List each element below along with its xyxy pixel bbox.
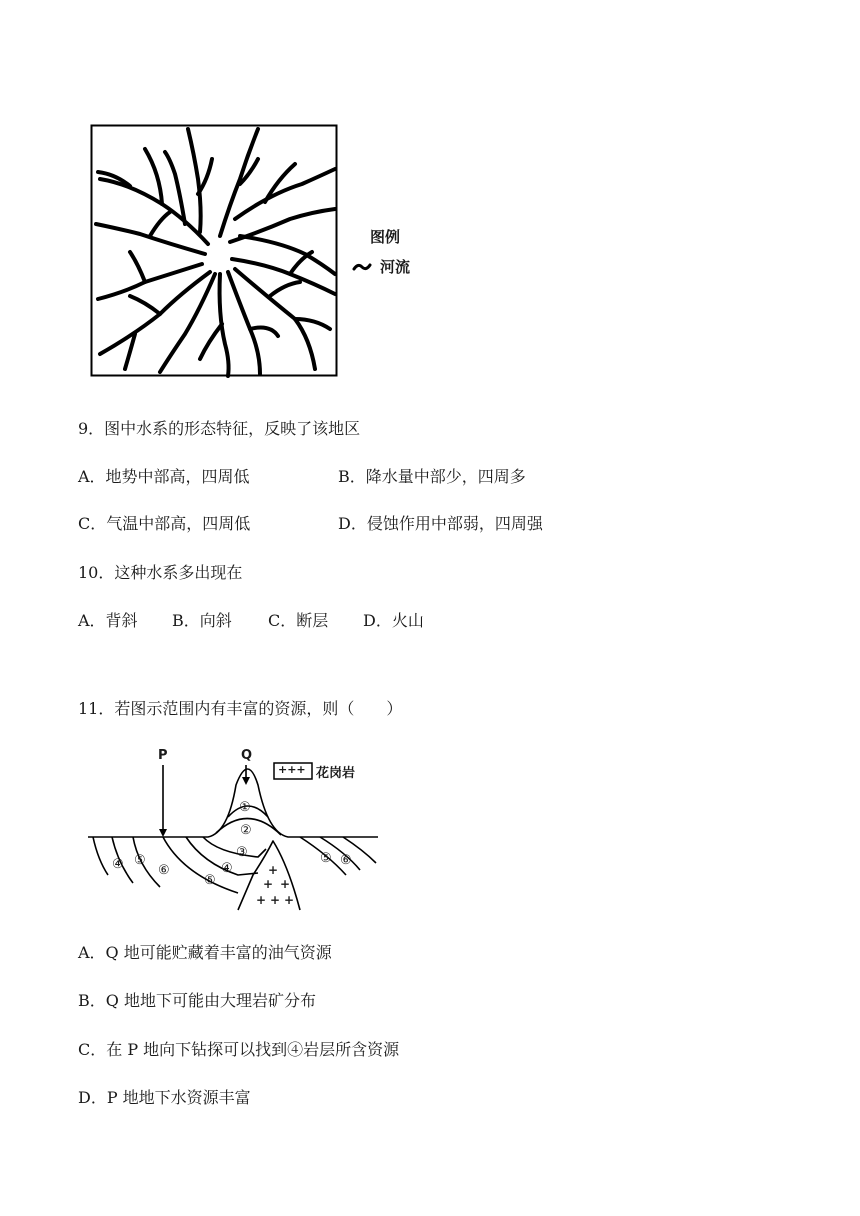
q10-option-d: D．火山 [363, 611, 424, 630]
granite-plus: + [280, 877, 291, 891]
label-p: P [158, 748, 168, 763]
q11-option-a: A．Q 地可能贮藏着丰富的油气资源 [78, 943, 332, 962]
legend-river-label: 河流 [380, 258, 411, 276]
layer-label-5-right: ⑤ [320, 851, 332, 866]
q-arrow-head [242, 777, 250, 785]
drainage-map [90, 124, 340, 379]
q10-option-c: C．断层 [268, 611, 329, 630]
q11-option-d: D．P 地地下水资源丰富 [78, 1088, 251, 1107]
granite-plus: + [256, 893, 267, 907]
river-legend-icon [352, 258, 372, 270]
granite-legend-label: 花岗岩 [316, 766, 356, 781]
layer-label-4-left: ④ [112, 857, 124, 872]
q10-option-a: A．背斜 [78, 611, 138, 630]
q9-stem: 9．图中水系的形态特征，反映了该地区 [78, 419, 361, 438]
granite-plus: + [284, 893, 295, 907]
q10-option-b: B．向斜 [172, 611, 232, 630]
q10-stem: 10．这种水系多出现在 [78, 563, 243, 582]
legend-title: 图例 [370, 228, 401, 246]
drainage-figure [90, 124, 340, 379]
layer-label-5: ⑤ [204, 873, 216, 888]
layer-label-3: ③ [236, 845, 248, 860]
layer-label-6-left: ⑥ [158, 863, 170, 878]
layer-label-5-left: ⑤ [134, 853, 146, 868]
q11-option-c: C．在 P 地向下钻探可以找到④岩层所含资源 [78, 1040, 400, 1059]
layer-label-4: ④ [221, 861, 233, 876]
p-arrow-head [159, 829, 167, 837]
granite-legend-symbol: +++ [278, 763, 306, 776]
geologic-section-figure [88, 745, 380, 913]
layer-label-6-right: ⑥ [340, 853, 352, 868]
granite-plus: + [270, 893, 281, 907]
label-q: Q [241, 748, 253, 763]
q11-option-b: B．Q 地地下可能由大理岩矿分布 [78, 991, 316, 1010]
q9-option-b: B．降水量中部少，四周多 [338, 467, 526, 486]
layer-label-2: ② [240, 823, 252, 838]
granite-plus: + [268, 863, 279, 877]
q9-option-a: A．地势中部高，四周低 [78, 467, 250, 486]
granite-plus: + [263, 877, 274, 891]
q9-option-c: C．气温中部高，四周低 [78, 514, 251, 533]
q9-option-d: D．侵蚀作用中部弱，四周强 [338, 514, 543, 533]
layer-label-1: ① [239, 800, 251, 815]
q11-stem: 11．若图示范围内有丰富的资源，则（ ） [78, 699, 403, 718]
